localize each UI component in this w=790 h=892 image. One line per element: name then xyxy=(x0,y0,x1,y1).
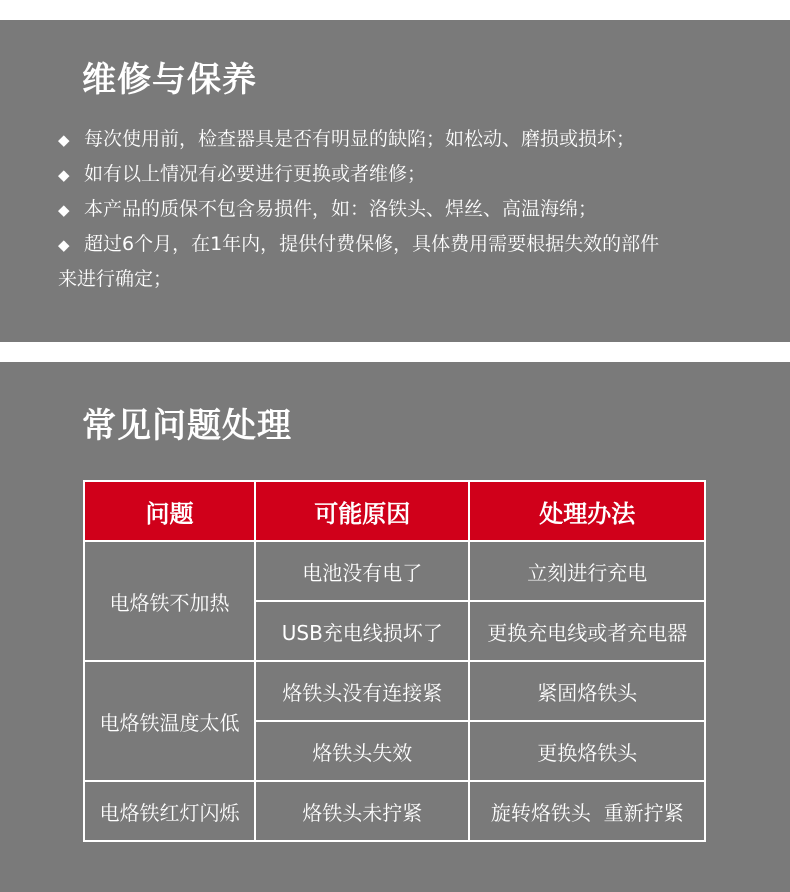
diamond-bullet-icon: ◆ xyxy=(58,166,70,184)
solution-cell: 立刻进行充电 xyxy=(469,541,705,601)
faq-table xyxy=(83,480,706,842)
problem-cell: 电烙铁温度太低 xyxy=(84,661,255,781)
table-row xyxy=(84,781,705,841)
list-item: ◆ 本产品的质保不包含易损件，如：洛铁头、焊丝、高温海绵； xyxy=(58,192,758,227)
diamond-bullet-icon: ◆ xyxy=(58,236,70,254)
header-solution: 处理办法 xyxy=(469,481,705,541)
diamond-bullet-icon: ◆ xyxy=(58,131,70,149)
header-problem: 问题 xyxy=(84,481,255,541)
table-row xyxy=(84,541,705,601)
maintenance-panel xyxy=(0,20,790,342)
cause-cell: 烙铁头失效 xyxy=(255,721,469,781)
problem-cell: 电烙铁不加热 xyxy=(84,541,255,661)
list-item-continuation: 来进行确定； xyxy=(58,268,173,290)
list-item: ◆ 每次使用前，检查器具是否有明显的缺陷；如松动、磨损或损坏； xyxy=(58,122,758,157)
solution-cell: 更换烙铁头 xyxy=(469,721,705,781)
solution-cell: 更换充电线或者充电器 xyxy=(469,601,705,661)
header-cause: 可能原因 xyxy=(255,481,469,541)
faq-panel xyxy=(0,362,790,892)
diamond-bullet-icon: ◆ xyxy=(58,201,70,219)
faq-title: 常见问题处理 xyxy=(82,406,292,446)
table-row xyxy=(84,661,705,721)
cause-cell: 电池没有电了 xyxy=(255,541,469,601)
table-header-row xyxy=(84,481,705,541)
solution-cell: 紧固烙铁头 xyxy=(469,661,705,721)
cause-cell: 烙铁头没有连接紧 xyxy=(255,661,469,721)
list-item: ◆ 如有以上情况有必要进行更换或者维修； xyxy=(58,157,758,192)
maintenance-list xyxy=(58,122,758,296)
problem-cell: 电烙铁红灯闪烁 xyxy=(84,781,255,841)
cause-cell: 烙铁头未拧紧 xyxy=(255,781,469,841)
cause-cell: USB充电线损坏了 xyxy=(255,601,469,661)
solution-cell: 旋转烙铁头 重新拧紧 xyxy=(469,781,705,841)
list-item: ◆ 超过6个月，在1年内，提供付费保修，具体费用需要根据失效的部件 xyxy=(58,227,758,262)
maintenance-title: 维修与保养 xyxy=(82,60,257,100)
